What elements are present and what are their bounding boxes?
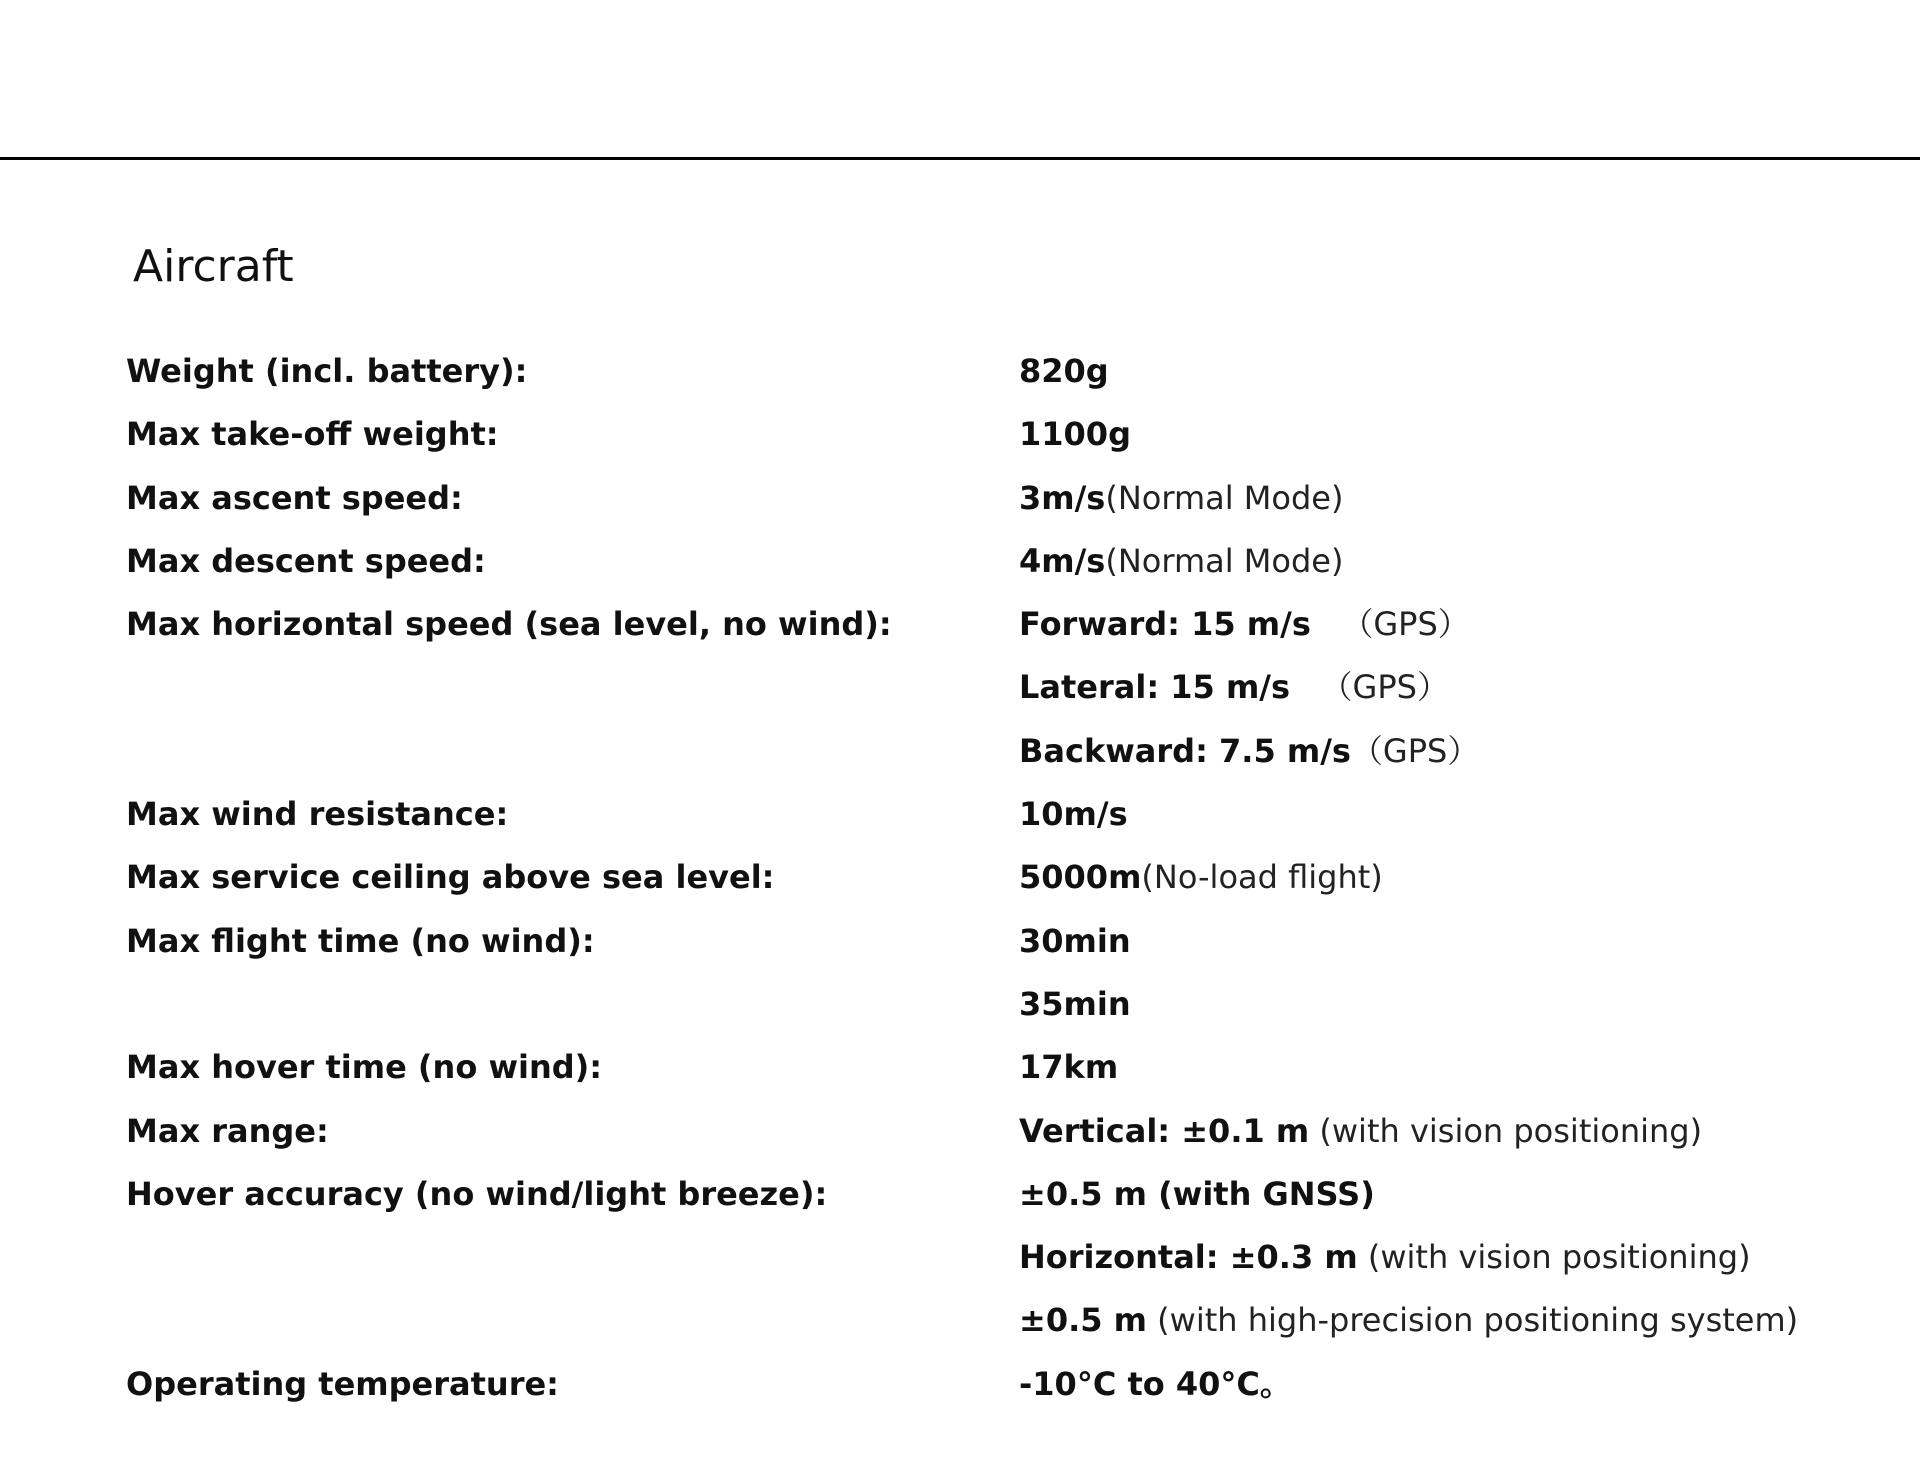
spec-value-main: Forward: 15 m/s: [1019, 605, 1311, 644]
spec-row-flight-time-alt: [126, 973, 1886, 1036]
spec-row-max-takeoff-weight: [126, 403, 1886, 466]
spec-row-horizontal-accuracy: [126, 1226, 1886, 1289]
spec-label: Max range:: [126, 1111, 329, 1150]
spec-row-max-range: [126, 1100, 1886, 1163]
spec-value-main: 1100g: [1019, 415, 1131, 454]
spec-value: [1019, 1353, 1292, 1421]
spec-row-weight: [126, 340, 1886, 403]
spec-value-main: 35min: [1019, 984, 1131, 1023]
spec-value-main: -10°C to 40°C。: [1019, 1364, 1292, 1403]
spec-value-note: (with high-precision positioning system): [1146, 1301, 1799, 1340]
spec-value-main: Lateral: 15 m/s: [1019, 668, 1291, 707]
spec-row-max-horizontal-speed: [126, 593, 1886, 656]
spec-value: [1019, 1036, 1118, 1104]
section-title: Aircraft: [133, 241, 294, 292]
spec-label: Max flight time (no wind):: [126, 921, 595, 960]
spec-label: Max hover time (no wind):: [126, 1048, 603, 1087]
spec-value-note: (Normal Mode): [1105, 541, 1344, 580]
spec-label: Max descent speed:: [126, 541, 486, 580]
spec-row-max-hover-time: [126, 1036, 1886, 1099]
spec-value: [1019, 1226, 1751, 1294]
spec-row-max-service-ceiling: [126, 846, 1886, 909]
spec-label: Weight (incl. battery):: [126, 352, 528, 390]
spec-value: [1019, 403, 1131, 471]
spec-value: [1019, 593, 1470, 661]
spec-value-note: (with vision positioning): [1309, 1111, 1703, 1150]
spec-value-note: （GPS）: [1290, 668, 1449, 707]
spec-value-main: 4m/s: [1019, 541, 1106, 580]
spec-row-hover-accuracy: [126, 1163, 1886, 1226]
spec-value-note: （GPS）: [1310, 605, 1470, 644]
spec-label: Hover accuracy (no wind/light breeze):: [126, 1174, 828, 1213]
spec-label: Max ascent speed:: [126, 478, 463, 517]
spec-value: [1019, 1289, 1798, 1357]
spec-row-max-flight-time: [126, 910, 1886, 973]
spec-value: [1019, 656, 1449, 724]
spec-value: [1019, 910, 1131, 978]
spec-label: Operating temperature:: [126, 1364, 559, 1403]
spec-row-max-wind-resistance: [126, 783, 1886, 846]
spec-label: Max horizontal speed (sea level, no wind):: [126, 605, 892, 644]
spec-value-main: 17km: [1019, 1048, 1119, 1087]
spec-value-main: Backward: 7.5 m/s: [1019, 731, 1351, 770]
spec-label: Max service ceiling above sea level:: [126, 858, 775, 897]
spec-row-operating-temperature: [126, 1353, 1886, 1416]
spec-row-max-descent-speed: [126, 530, 1886, 593]
spec-value-note: (Normal Mode): [1105, 478, 1344, 517]
spec-value: [1019, 1100, 1702, 1168]
spec-row-lateral-speed: [126, 656, 1886, 719]
spec-value-main: Vertical: ±0.1 m: [1019, 1111, 1310, 1150]
spec-value-main: 5000m: [1019, 858, 1142, 897]
spec-label: Max take-off weight:: [126, 415, 499, 454]
spec-value: [1019, 467, 1343, 535]
spec-value-main: ±0.5 m: [1019, 1301, 1147, 1340]
spec-row-high-precision-accuracy: [126, 1289, 1886, 1352]
spec-table: [126, 340, 1886, 1416]
spec-value: [1019, 973, 1131, 1041]
spec-row-backward-speed: [126, 720, 1886, 783]
spec-value-note: (with vision positioning): [1357, 1238, 1751, 1277]
spec-value-note: （GPS）: [1350, 731, 1480, 770]
spec-value-main: 30min: [1019, 921, 1131, 960]
spec-value: [1019, 720, 1479, 788]
spec-value: [1019, 783, 1128, 851]
spec-value-main: Horizontal: ±0.3 m: [1019, 1238, 1358, 1277]
spec-value: [1019, 1163, 1375, 1231]
spec-row-max-ascent-speed: [126, 467, 1886, 530]
spec-value: [1019, 340, 1109, 408]
spec-value-main: 3m/s: [1019, 478, 1106, 517]
spec-value-main: 10m/s: [1019, 795, 1128, 834]
spec-value: [1019, 530, 1343, 598]
top-divider: [0, 157, 1920, 160]
spec-value-note: (No-load flight): [1141, 858, 1383, 897]
spec-label: Max wind resistance:: [126, 795, 509, 834]
spec-value-main: 820g: [1019, 352, 1109, 390]
spec-value: [1019, 846, 1383, 914]
spec-value-main: ±0.5 m (with GNSS): [1019, 1174, 1375, 1213]
